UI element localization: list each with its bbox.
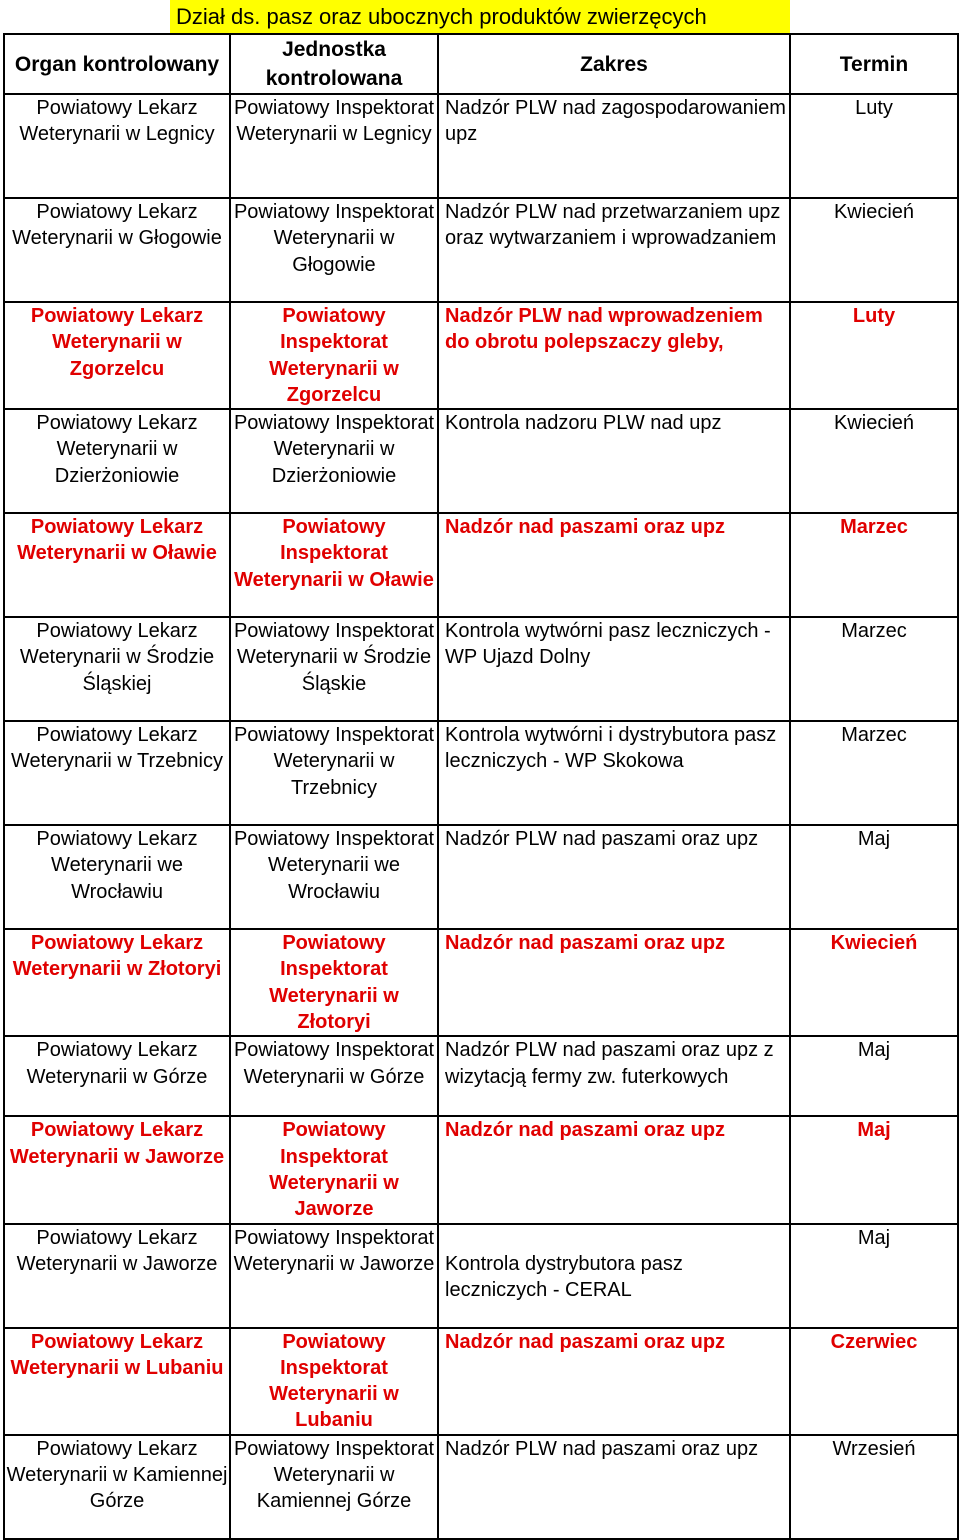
zakres-cell-text: Nadzór PLW nad paszami oraz upz xyxy=(445,1437,759,1460)
control-schedule-table xyxy=(3,33,959,1540)
table-row xyxy=(4,825,958,929)
table-row xyxy=(4,94,958,198)
organ-cell xyxy=(4,929,230,1036)
termin-cell-text: Czerwiec xyxy=(830,1330,918,1353)
table-row xyxy=(4,513,958,617)
table-row xyxy=(4,1036,958,1116)
jednostka-cell-text: Powiatowy Inspektorat Weterynarii w Oławie xyxy=(234,516,434,591)
termin-cell-text: Marzec xyxy=(841,620,907,643)
termin-cell-text: Marzec xyxy=(840,516,908,539)
jednostka-cell xyxy=(230,1036,438,1116)
zakres-cell-text: Nadzór nad paszami oraz upz xyxy=(445,1119,726,1142)
organ-cell-text: Powiatowy Lekarz Weterynarii w Głogowie xyxy=(12,201,222,250)
termin-cell xyxy=(790,302,958,409)
organ-cell xyxy=(4,825,230,929)
termin-cell xyxy=(790,513,958,617)
termin-cell xyxy=(790,1328,958,1435)
jednostka-cell xyxy=(230,825,438,929)
zakres-cell xyxy=(438,302,790,409)
table-row xyxy=(4,409,958,513)
table-body xyxy=(4,94,958,1539)
jednostka-cell xyxy=(230,1224,438,1328)
table-row xyxy=(4,617,958,721)
zakres-cell-text: Kontrola dystrybutora pasz leczniczych - CERAL xyxy=(445,1252,683,1301)
organ-cell xyxy=(4,409,230,513)
termin-cell xyxy=(790,721,958,825)
table-row xyxy=(4,1224,958,1328)
table-row xyxy=(4,302,958,409)
organ-cell xyxy=(4,1116,230,1223)
organ-cell-text: Powiatowy Lekarz Weterynarii w Lubaniu xyxy=(10,1330,224,1379)
termin-cell-text: Maj xyxy=(857,1226,891,1249)
organ-cell xyxy=(4,94,230,198)
jednostka-cell xyxy=(230,1328,438,1435)
header-termin: Termin xyxy=(790,34,958,94)
organ-cell xyxy=(4,513,230,617)
jednostka-cell xyxy=(230,302,438,409)
table-row xyxy=(4,929,958,1036)
termin-cell xyxy=(790,409,958,513)
jednostka-cell-text: Powiatowy Inspektorat Weterynarii w Jaworze xyxy=(233,1226,435,1275)
organ-cell-text: Powiatowy Lekarz Weterynarii w Złotoryi xyxy=(12,932,222,981)
zakres-cell xyxy=(438,198,790,302)
jednostka-cell-text: Powiatowy Inspektorat Weterynarii w Złotoryi xyxy=(269,932,399,1034)
termin-cell xyxy=(790,94,958,198)
zakres-cell-text: Kontrola wytwórni pasz leczniczych - WP Ujazd Dolny xyxy=(445,620,771,669)
organ-cell-text: Powiatowy Lekarz Weterynarii w Górze xyxy=(26,1039,208,1088)
termin-cell xyxy=(790,929,958,1036)
jednostka-cell xyxy=(230,721,438,825)
zakres-cell xyxy=(438,617,790,721)
termin-cell-text: Kwiecień xyxy=(830,932,918,955)
organ-cell-text: Powiatowy Lekarz Weterynarii w Zgorzelcu xyxy=(30,305,204,380)
organ-cell xyxy=(4,617,230,721)
termin-cell-text: Marzec xyxy=(841,724,907,747)
termin-cell-text: Maj xyxy=(857,1039,891,1062)
termin-cell xyxy=(790,617,958,721)
zakres-cell xyxy=(438,1116,790,1223)
header-zakres: Zakres xyxy=(438,34,790,94)
jednostka-cell-text: Powiatowy Inspektorat Weterynarii w Lubaniu xyxy=(269,1330,399,1432)
zakres-cell xyxy=(438,1036,790,1116)
table-row xyxy=(4,721,958,825)
termin-cell-text: Kwiecień xyxy=(833,412,915,435)
zakres-cell xyxy=(438,1224,790,1328)
organ-cell-text: Powiatowy Lekarz Weterynarii w Oławie xyxy=(17,516,217,565)
jednostka-cell-text: Powiatowy Inspektorat Weterynarii w Zgorzelcu xyxy=(269,305,399,406)
jednostka-cell-text: Powiatowy Inspektorat Weterynarii we Wrocławiu xyxy=(233,828,435,903)
termin-cell-text: Luty xyxy=(852,305,896,327)
table-row xyxy=(4,198,958,302)
header-jednostka: Jednostka kontrolowana xyxy=(230,34,438,94)
table-row xyxy=(4,1435,958,1539)
organ-cell-text: Powiatowy Lekarz Weterynarii w Dzierżoniowie xyxy=(36,412,198,487)
organ-cell xyxy=(4,302,230,409)
termin-cell-text: Wrzesień xyxy=(832,1437,916,1460)
zakres-cell xyxy=(438,1435,790,1539)
jednostka-cell-text: Powiatowy Inspektorat Weterynarii w Górze xyxy=(233,1039,435,1088)
zakres-cell-text: Nadzór nad paszami oraz upz xyxy=(445,1330,726,1353)
termin-cell-text: Maj xyxy=(857,1119,891,1142)
termin-cell xyxy=(790,198,958,302)
zakres-cell-text: Nadzór PLW nad wprowadzeniem do obrotu polepszaczy gleby, xyxy=(445,305,763,354)
zakres-cell-text: Nadzór PLW nad paszami oraz upz xyxy=(445,828,759,851)
jednostka-cell-text: Powiatowy Inspektorat Weterynarii w Legnicy xyxy=(233,97,435,146)
jednostka-cell xyxy=(230,929,438,1036)
jednostka-cell-text: Powiatowy Inspektorat Weterynarii w Dzierżoniowie xyxy=(233,412,435,487)
section-title: Dział ds. pasz oraz ubocznych produktów zwierzęcych xyxy=(170,0,790,33)
termin-cell-text: Kwiecień xyxy=(833,201,915,223)
zakres-cell-text: Kontrola nadzoru PLW nad upz xyxy=(445,412,722,435)
termin-cell xyxy=(790,1036,958,1116)
termin-cell xyxy=(790,1224,958,1328)
table-row xyxy=(4,1116,958,1223)
jednostka-cell-text: Powiatowy Inspektorat Weterynarii w Głogowie xyxy=(233,201,435,276)
termin-cell xyxy=(790,1435,958,1539)
organ-cell-text: Powiatowy Lekarz Weterynarii w Kamiennej Górze xyxy=(6,1437,228,1513)
organ-cell xyxy=(4,1328,230,1435)
organ-cell xyxy=(4,198,230,302)
zakres-cell xyxy=(438,409,790,513)
zakres-cell-text: Nadzór PLW nad zagospodarowaniem upz xyxy=(445,97,786,146)
organ-cell-text: Powiatowy Lekarz Weterynarii w Jaworze xyxy=(9,1119,225,1168)
jednostka-cell xyxy=(230,1116,438,1223)
zakres-cell xyxy=(438,825,790,929)
table-row xyxy=(4,1328,958,1435)
zakres-cell xyxy=(438,513,790,617)
zakres-cell xyxy=(438,929,790,1036)
header-row xyxy=(4,34,958,94)
jednostka-cell xyxy=(230,1435,438,1539)
zakres-cell xyxy=(438,721,790,825)
jednostka-cell xyxy=(230,513,438,617)
jednostka-cell xyxy=(230,94,438,198)
zakres-cell-text: Kontrola wytwórni i dystrybutora pasz leczniczych - WP Skokowa xyxy=(445,724,777,773)
jednostka-cell-text: Powiatowy Inspektorat Weterynarii w Trzebnicy xyxy=(233,724,435,799)
organ-cell-text: Powiatowy Lekarz Weterynarii w Trzebnicy xyxy=(11,724,223,773)
zakres-cell-text: Nadzór nad paszami oraz upz xyxy=(445,932,726,955)
jednostka-cell xyxy=(230,617,438,721)
organ-cell xyxy=(4,1036,230,1116)
jednostka-cell-text: Powiatowy Inspektorat Weterynarii w Jaworze xyxy=(269,1119,399,1221)
organ-cell xyxy=(4,721,230,825)
termin-cell xyxy=(790,825,958,929)
zakres-cell-text: Nadzór nad paszami oraz upz xyxy=(445,516,726,539)
jednostka-cell xyxy=(230,409,438,513)
jednostka-cell-text: Powiatowy Inspektorat Weterynarii w Środzie Śląskie xyxy=(233,620,435,695)
header-organ: Organ kontrolowany xyxy=(4,34,230,94)
termin-cell-text: Maj xyxy=(857,828,891,851)
termin-cell xyxy=(790,1116,958,1223)
organ-cell xyxy=(4,1435,230,1539)
organ-cell-text: Powiatowy Lekarz Weterynarii we Wrocławiu xyxy=(36,828,198,903)
zakres-cell xyxy=(438,94,790,198)
organ-cell-text: Powiatowy Lekarz Weterynarii w Legnicy xyxy=(19,97,215,146)
zakres-cell xyxy=(438,1328,790,1435)
termin-cell-text: Luty xyxy=(855,97,893,119)
organ-cell-text: Powiatowy Lekarz Weterynarii w Jaworze xyxy=(16,1226,218,1275)
organ-cell-text: Powiatowy Lekarz Weterynarii w Środzie Śląskiej xyxy=(19,620,215,695)
organ-cell xyxy=(4,1224,230,1328)
zakres-cell-text: Nadzór PLW nad paszami oraz upz z wizytacją fermy zw. futerkowych xyxy=(445,1039,774,1088)
jednostka-cell-text: Powiatowy Inspektorat Weterynarii w Kamiennej Górze xyxy=(233,1437,435,1513)
zakres-cell-text: Nadzór PLW nad przetwarzaniem upz oraz wytwarzaniem i wprowadzaniem xyxy=(445,201,781,250)
jednostka-cell xyxy=(230,198,438,302)
